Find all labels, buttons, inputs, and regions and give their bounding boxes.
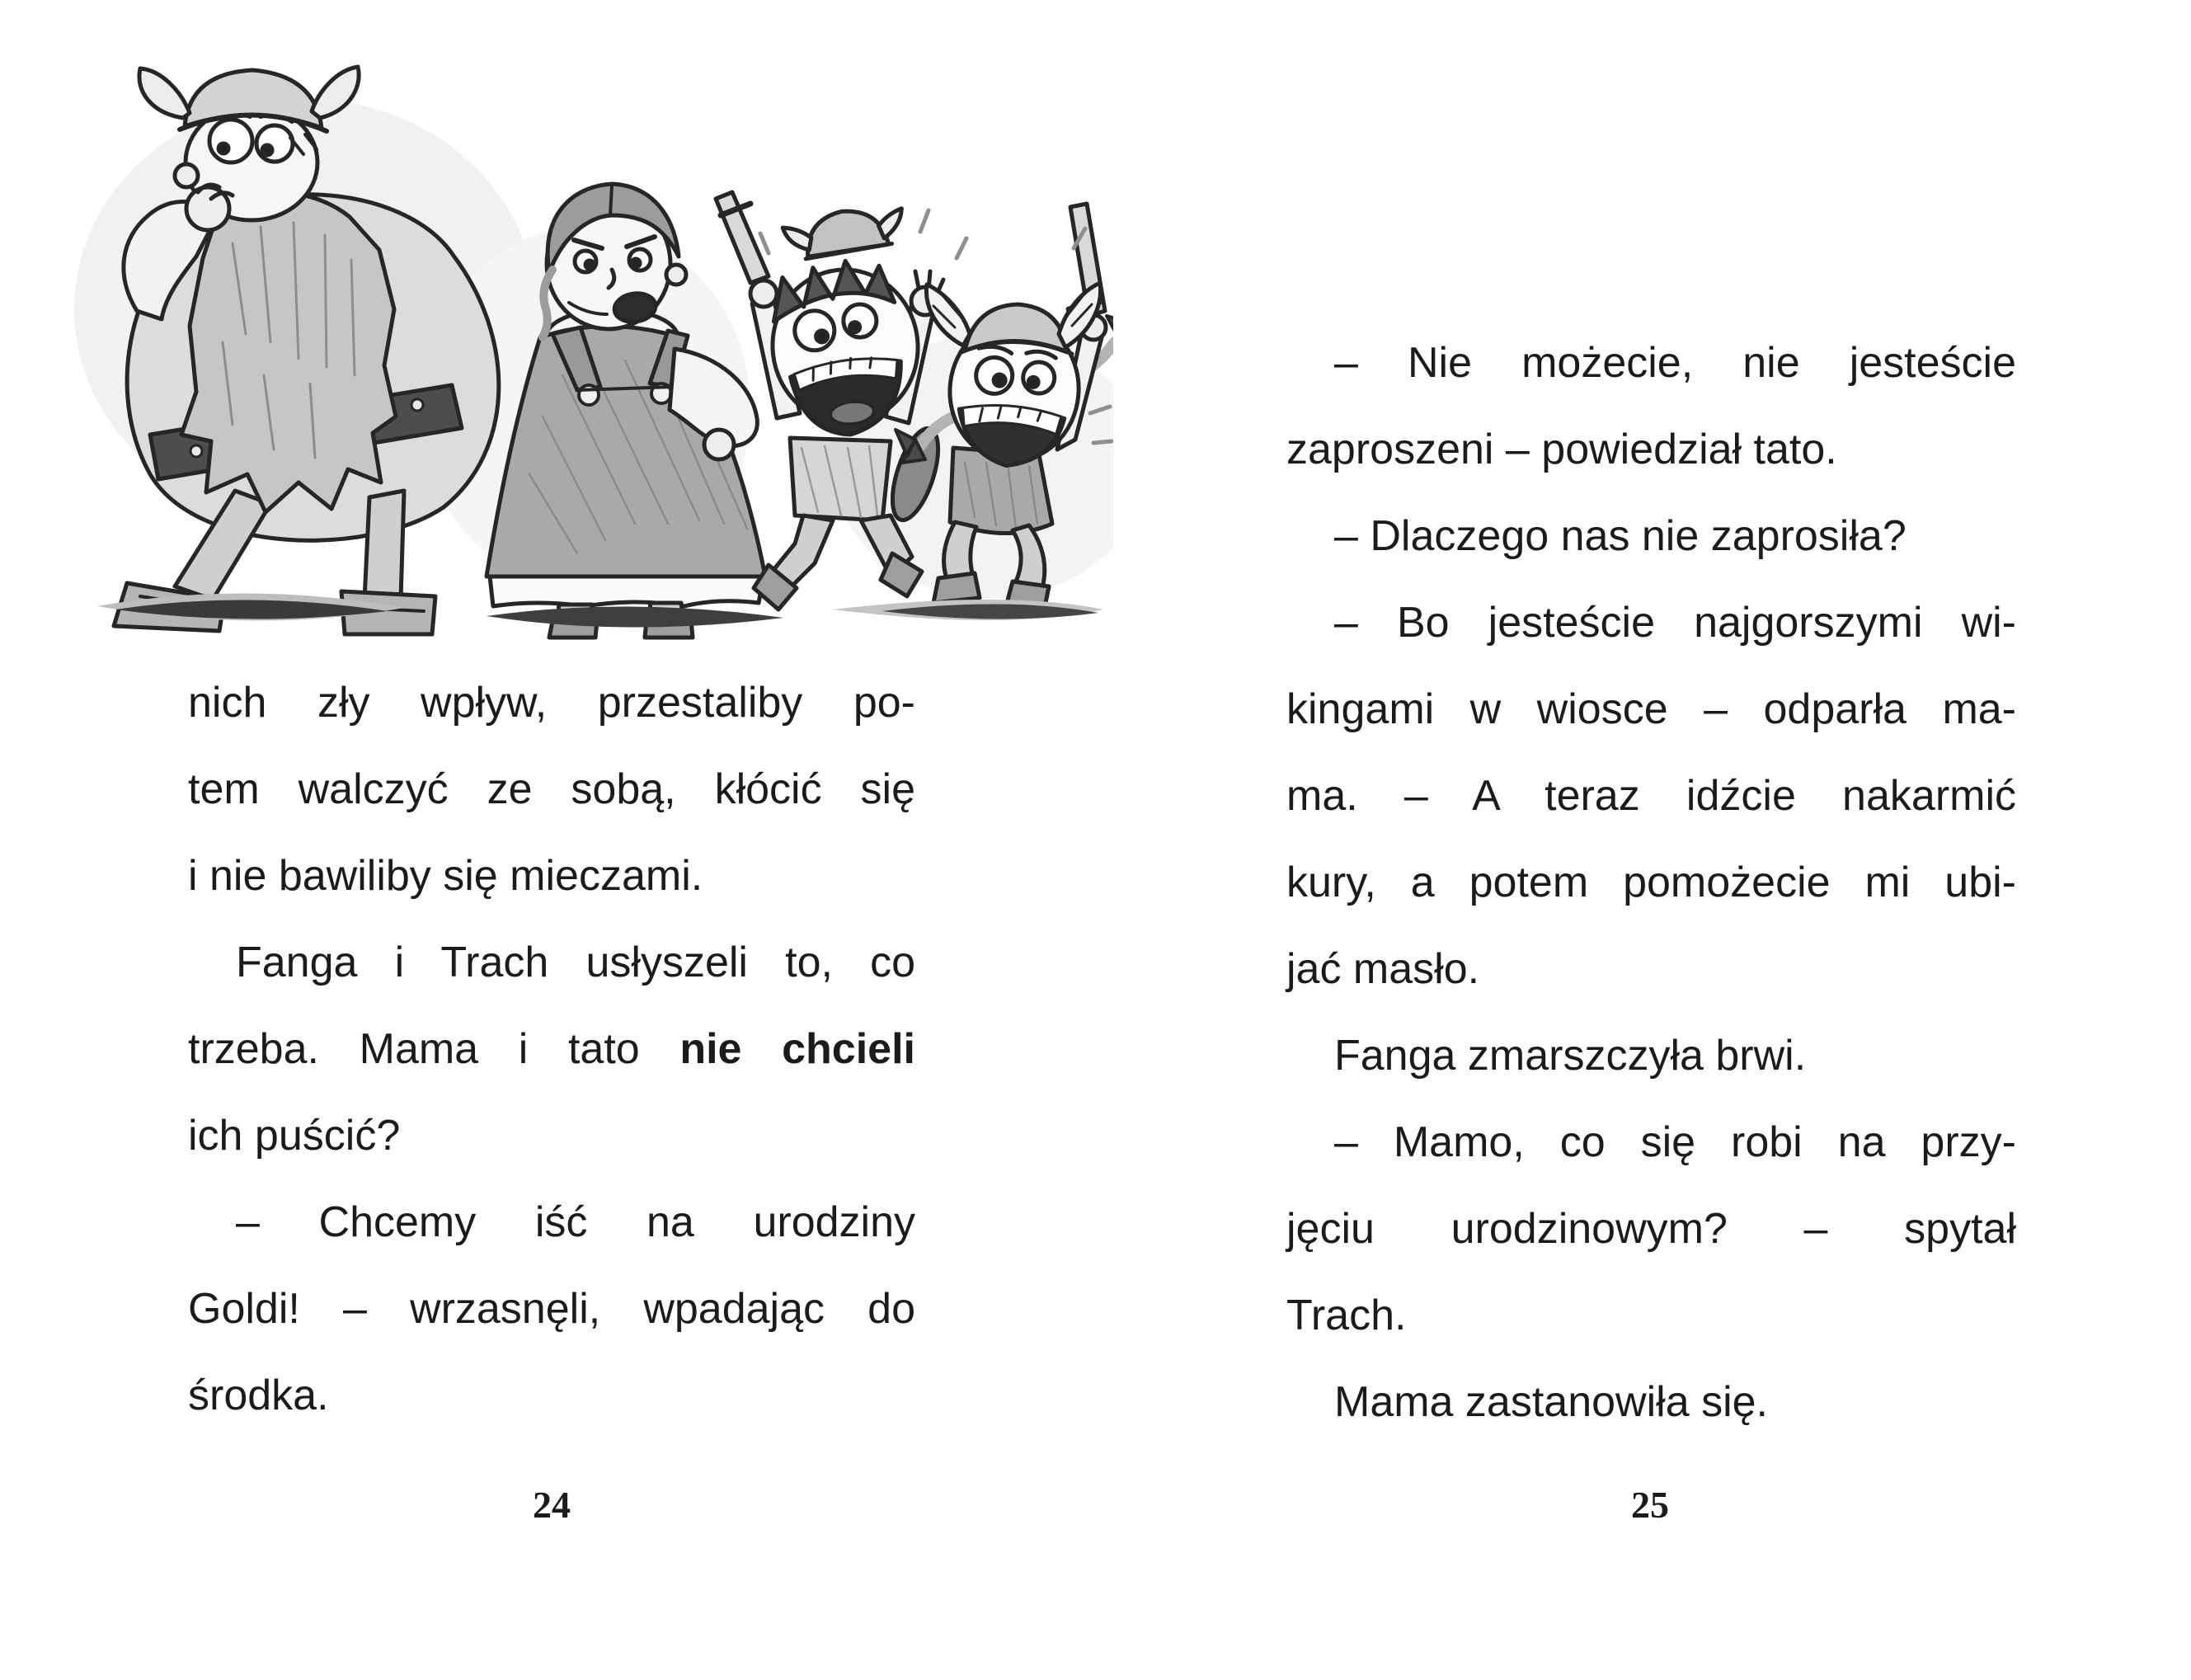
left-page-text	[188, 660, 915, 1439]
right-page-text	[1286, 320, 2016, 1446]
text-line	[1286, 753, 2016, 840]
text-line	[1286, 1359, 2016, 1446]
text-segment: ma. – A teraz idźcie nakarmić	[1286, 772, 2016, 820]
text-segment: zaproszeni – powiedział tato.	[1286, 426, 1837, 473]
text-line	[188, 1006, 915, 1093]
text-line	[188, 1093, 915, 1179]
text-line	[1286, 1273, 2016, 1359]
text-segment: jęciu urodzinowym? – spytał	[1286, 1205, 2016, 1253]
text-line	[188, 746, 915, 833]
text-line	[188, 660, 915, 746]
text-line	[188, 833, 915, 920]
text-segment: – Bo jesteście najgorszymi wi-	[1334, 599, 2016, 647]
flying-helmet-icon	[782, 201, 907, 262]
text-segment: ich puścić?	[188, 1112, 401, 1160]
text-line	[1286, 493, 2016, 580]
text-segment: środka.	[188, 1372, 329, 1419]
text-line	[1286, 840, 2016, 926]
text-segment: Fanga zmarszczyła brwi.	[1334, 1032, 1807, 1080]
text-segment: jać masło.	[1286, 945, 1480, 993]
text-line	[1286, 666, 2016, 753]
text-segment: nich zły wpływ, przestaliby po-	[188, 679, 915, 727]
text-line	[1286, 1186, 2016, 1273]
bold-text-segment: nie chcieli	[679, 1025, 915, 1073]
text-segment: tem walczyć ze sobą, kłócić się	[188, 765, 915, 813]
text-segment: Goldi! – wrzasnęli, wpadając do	[188, 1285, 915, 1333]
text-segment: kury, a potem pomożecie mi ubi-	[1286, 859, 2016, 906]
text-segment: trzeba. Mama i tato	[188, 1025, 680, 1073]
text-line	[1286, 926, 2016, 1013]
right-page-number: 25	[1631, 1484, 1669, 1526]
text-line	[1286, 320, 2016, 407]
text-line	[188, 1266, 915, 1353]
text-segment: Trach.	[1286, 1292, 1407, 1339]
text-line	[1286, 1013, 2016, 1099]
text-segment: Mama zastanowiła się.	[1334, 1378, 1768, 1426]
text-segment: – Nie możecie, nie jesteście	[1334, 339, 2016, 387]
text-line	[1286, 407, 2016, 493]
text-segment: – Mamo, co się robi na przy-	[1334, 1118, 2016, 1166]
viking-family-illustration	[58, 62, 1113, 647]
text-segment: – Chcemy iść na urodziny	[236, 1198, 915, 1246]
text-segment: Fanga i Trach usłyszeli to, co	[236, 939, 915, 986]
text-line	[1286, 1099, 2016, 1186]
text-segment: kingami w wiosce – odparła ma-	[1286, 685, 2016, 733]
text-line	[188, 920, 915, 1006]
text-line	[188, 1179, 915, 1266]
text-segment: – Dlaczego nas nie zaprosiła?	[1334, 512, 1907, 560]
dad-beard	[181, 192, 396, 512]
left-page-number: 24	[533, 1484, 571, 1526]
text-line	[188, 1353, 915, 1439]
text-segment: i nie bawiliby się mieczami.	[188, 852, 703, 900]
text-line	[1286, 580, 2016, 666]
